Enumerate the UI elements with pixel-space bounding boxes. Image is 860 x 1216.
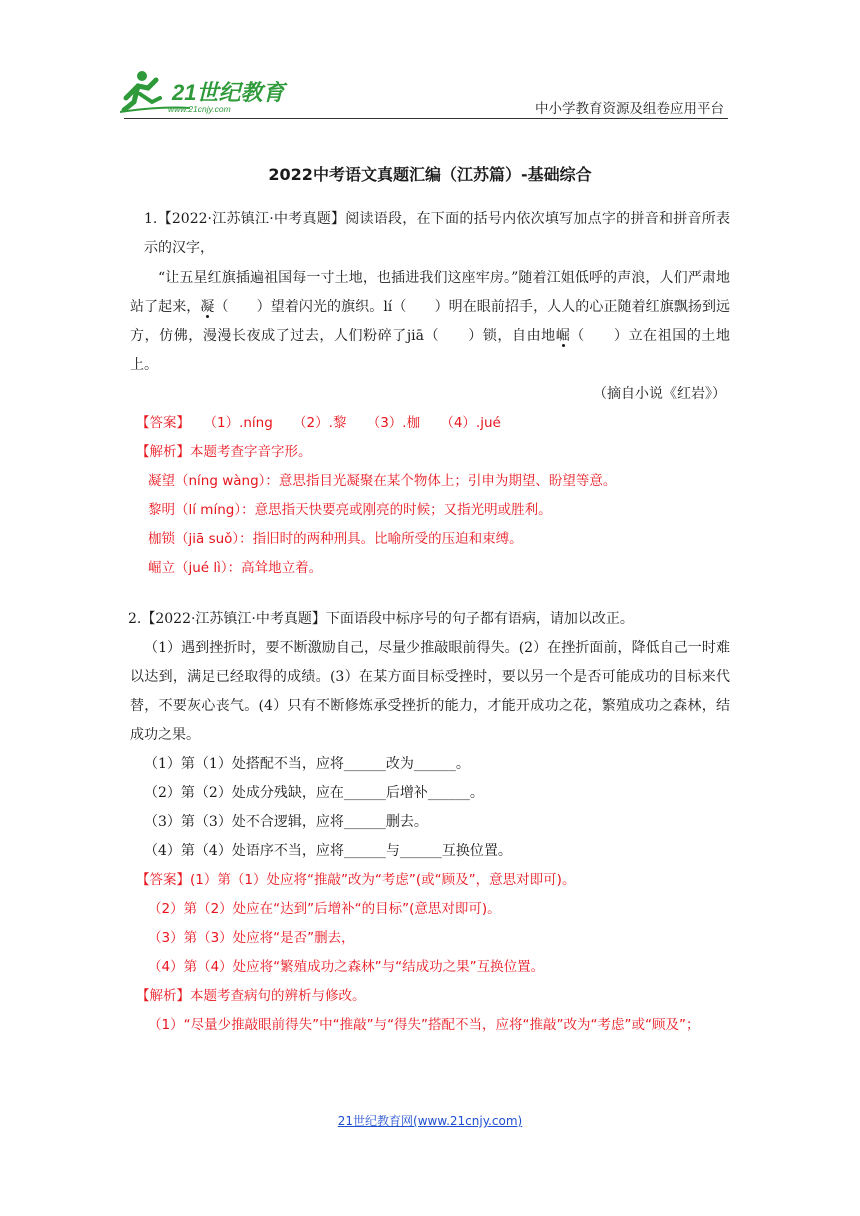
page-title: 2022中考语文真题汇编（江苏篇）-基础综合	[268, 165, 592, 184]
runner-logo-icon	[120, 68, 300, 118]
answer-line: （4）第（4）处应将“繁殖成功之森林”与“结成功之果”互换位置。	[148, 959, 545, 975]
question-2-stem: 2.【2022·江苏镇江·中考真题】下面语段中标序号的句子都有语病，请加以改正。	[128, 611, 634, 627]
svg-text:21世纪教育: 21世纪教育	[172, 80, 285, 105]
footer-link[interactable]: 21世纪教育网(www.21cnjy.com)	[337, 1114, 523, 1128]
answer-line: （2）第（2）处应在“达到”后增补“的目标”(意思对即可)。	[148, 901, 501, 917]
question-2-analysis-title: 【解析】本题考查病句的辨析与修改。	[136, 988, 366, 1004]
emphasis-char: 凝	[200, 299, 215, 315]
emphasis-char: 崛	[555, 328, 571, 344]
answer-line: （3）第（3）处应将“是否”删去，	[148, 930, 355, 946]
question-2-item: （3）第（3）处不合逻辑，应将______删去。	[144, 814, 428, 830]
question-1-answer: 【答案】 （1）.níng （2）.黎 （3）.枷 （4）.jué	[136, 415, 501, 431]
question-2-item: （2）第（2）处成分残缺，应在______后增补______。	[144, 785, 484, 801]
question-1-analysis-title: 【解析】本题考查字音字形。	[136, 444, 312, 460]
document-body	[130, 205, 730, 1040]
question-1-passage: “让五星红旗插遍祖国每一寸土地，也插进我们这座牢房。”随着江姐低呼的声浪，人们严肃地站了起来，凝（ ）望着闪光的旗织。lí（ ）明在眼前招手，人人的心正随着红旗飘扬到远方，仿佛，漫漫长夜成了过去，人们粉碎了jiā（ ）锁，自由地崛（ ）立在祖国的土地上。	[130, 270, 731, 373]
logo	[120, 68, 300, 118]
platform-name: 中小学教育资源及组卷应用平台	[535, 101, 724, 117]
analysis-line: 枷锁（jiā suǒ）：指旧时的两种刑具。比喻所受的压迫和束缚。	[148, 531, 523, 547]
svg-text:www.21cnjy.com: www.21cnjy.com	[168, 104, 231, 114]
question-2-answer: 【答案】(1）第（1）处应将“推敲”改为“考虑”(或“顾及”，意思对即可)。	[136, 872, 576, 888]
analysis-line: （1）“尽量少推敲眼前得失”中“推敲”与“得失”搭配不当，应将“推敲”改为“考虑”或“顾及”；	[148, 1017, 700, 1033]
passage-source: （摘自小说《红岩》）	[593, 386, 726, 402]
analysis-line: 凝望（níng wàng）：意思指目光凝聚在某个物体上；引申为期望、盼望等意。	[148, 473, 617, 489]
question-2-passage: （1）遇到挫折时，要不断激励自己，尽量少推敲眼前得失。(2）在挫折面前，降低自己一时难以达到，满足已经取得的成绩。(3）在某方面目标受挫时，要以另一个是否可能成功的目标来代替，不要灰心丧气。(4）只有不断修炼承受挫折的能力，才能开成功之花，繁殖成功之森林，结成功之果。	[130, 640, 730, 743]
analysis-line: 黎明（lí míng）：意思指天快要亮或刚亮的时候；又指光明或胜利。	[148, 502, 552, 518]
question-1-stem: 1.【2022·江苏镇江·中考真题】阅读语段，在下面的括号内依次填写加点字的拼音和拼音所表示的汉字，	[144, 211, 730, 256]
question-2-item: （4）第（4）处语序不当，应将______与______互换位置。	[144, 843, 512, 859]
analysis-line: 崛立（jué lì）：高耸地立着。	[148, 560, 323, 576]
header-divider	[124, 118, 728, 119]
question-2-item: （1）第（1）处搭配不当，应将______改为______。	[144, 756, 470, 772]
